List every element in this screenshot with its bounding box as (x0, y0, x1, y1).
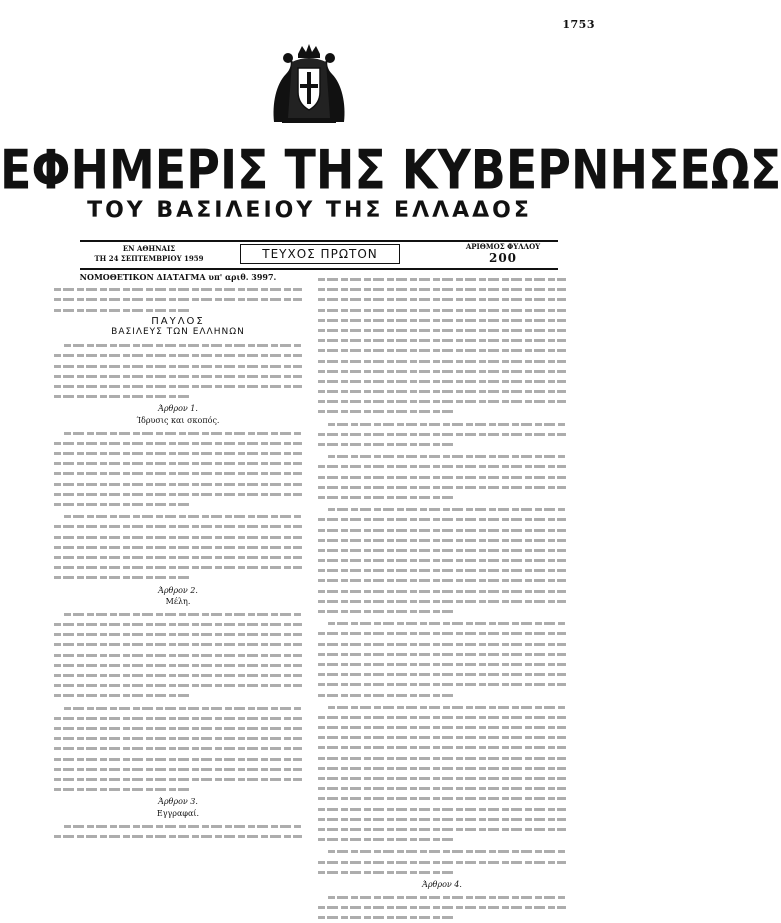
right-paragraph-3-text (318, 451, 566, 502)
issue-date: ΤΗ 24 ΣΕΠΤΕΜΒΡΙΟΥ 1959 (94, 254, 204, 263)
right-paragraph-6-text (318, 702, 566, 845)
decree-subject-text (54, 284, 302, 315)
article-4-paragraph-1-text (318, 892, 566, 923)
issue-series: ΤΕΥΧΟΣ ΠΡΩΤΟΝ (240, 244, 400, 264)
masthead-title: ΕΦΗΜΕΡΙΣ ΤΗΣ ΚΥΒΕΡΝΗΣΕΩΣ (0, 138, 781, 202)
king-name: ΠΑΥΛΟΣ (151, 315, 205, 327)
issue-place: ΕΝ ΑΘΗΝΑΙΣ (122, 244, 176, 253)
article-3-heading: Άρθρον 3. (158, 797, 198, 807)
article-3-paragraph-1-text (54, 821, 302, 841)
issue-place-date (80, 244, 218, 264)
article-2-heading: Άρθρον 2. (158, 585, 198, 595)
right-paragraph-7-text (318, 846, 566, 877)
issue-sheet-label: ΑΡΙΘΜΟΣ ΦΥΛΛΟΥ (465, 242, 541, 251)
article-1-paragraph-1-text (54, 428, 302, 510)
decree-title: ΝΟΜΟΘΕΤΙΚΟΝ ΔΙΑΤΑΓΜΑ υπ' αριθ. 3997. (79, 272, 277, 282)
right-paragraph-1-text (318, 274, 566, 417)
article-2-paragraph-2-text (54, 703, 302, 795)
page-number: 1753 (562, 18, 595, 31)
masthead-subtitle: ΤΟΥ ΒΑΣΙΛΕΙΟΥ ΤΗΣ ΕΛΛΑΔΟΣ (87, 198, 532, 223)
preamble-text (54, 340, 302, 401)
left-column (54, 272, 302, 841)
right-paragraph-5-text (318, 618, 566, 700)
issue-bar (80, 240, 558, 270)
article-4-heading: Άρθρον 4. (422, 879, 462, 889)
right-column (318, 272, 566, 923)
article-1-subheading: Ίδρυσις και σκοπός. (136, 415, 220, 425)
king-title: ΒΑΣΙΛΕΥΣ ΤΩΝ ΕΛΛΗΝΩΝ (111, 326, 245, 337)
right-paragraph-4-text (318, 504, 566, 616)
article-1-paragraph-2-text (54, 511, 302, 582)
article-2-paragraph-1-text (54, 609, 302, 701)
royal-coat-of-arms-icon (268, 44, 350, 126)
article-3-subheading: Εγγραφαί. (156, 808, 200, 818)
issue-sheet (448, 242, 558, 265)
issue-sheet-number: 200 (488, 251, 518, 265)
article-2-subheading: Μέλη. (165, 596, 191, 606)
article-1-heading: Άρθρον 1. (158, 404, 198, 414)
right-paragraph-2-text (318, 419, 566, 450)
